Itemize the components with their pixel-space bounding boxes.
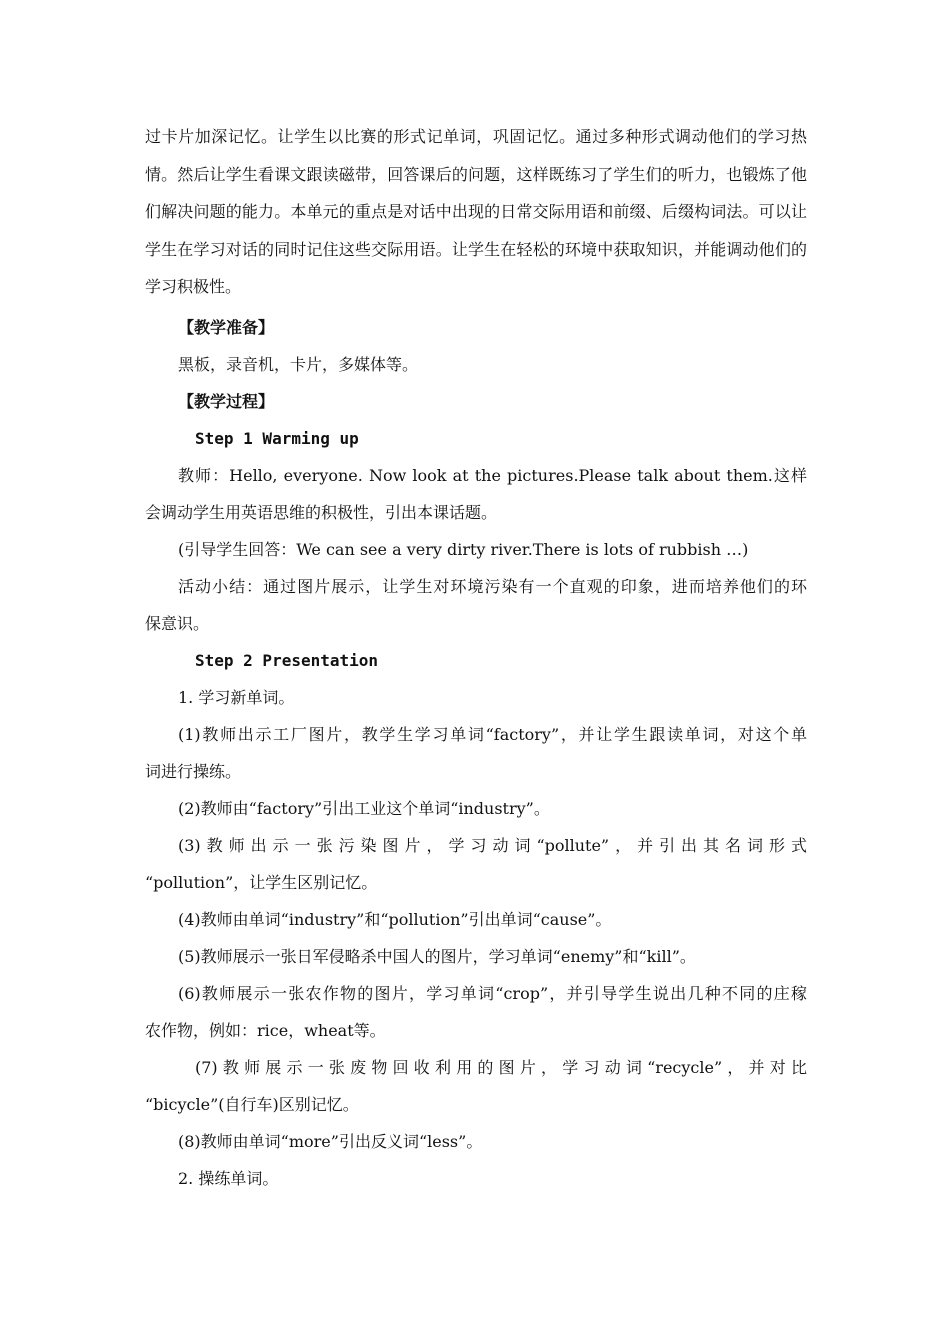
step2-s2: (2)教师由“factory”引出工业这个单词“industry”。: [178, 798, 550, 818]
step2-s7-line1: (7)教师展示一张废物回收利用的图片，学习动词“recycle”，并对比: [195, 1057, 807, 1077]
step1-teacher-line1: 教师：Hello, everyone. Now look at the pictures.Please talk about them.这样: [178, 465, 807, 485]
step2-item2: 2. 操练单词。: [178, 1168, 279, 1188]
process-heading: 【教学过程】: [178, 391, 275, 411]
step2-s6-line2: 农作物，例如：rice，wheat等。: [145, 1020, 386, 1040]
step1-summary-line1: 活动小结：通过图片展示，让学生对环境污染有一个直观的印象，进而培养他们的环: [178, 576, 807, 596]
step1-title: Step 1 Warming up: [195, 428, 359, 448]
step2-s6-line1: (6)教师展示一张农作物的图片，学习单词“crop”，并引导学生说出几种不同的庄稼: [178, 983, 807, 1003]
step2-s4: (4)教师由单词“industry”和“pollution”引出单词“cause”。: [178, 909, 612, 929]
step2-s1-line1: (1)教师出示工厂图片，教学生学习单词“factory”，并让学生跟读单词，对这个单: [178, 724, 807, 744]
step2-s3-line1: (3)教师出示一张污染图片，学习动词“pollute”，并引出其名词形式: [178, 835, 807, 855]
intro-paragraph: 过卡片加深记忆。让学生以比赛的形式记单词，巩固记忆。通过多种形式调动他们的学习热情。然后让学生看课文跟读磁带，回答课后的问题，这样既练习了学生们的听力，也锻炼了他们解决问题的能力。本单元的重点是对话中出现的日常交际用语和前缀、后缀构词法。可以让学生在学习对话的同时记住这些交际用语。让学生在轻松的环境中获取知识，并能调动他们的学习积极性。: [145, 127, 807, 296]
step2-s1-line2: 词进行操练。: [145, 761, 242, 781]
step2-s3-line2: “pollution”，让学生区别记忆。: [145, 872, 378, 892]
step2-s8: (8)教师由单词“more”引出反义词“less”。: [178, 1131, 483, 1151]
step2-s7-line2: “bicycle”(自行车)区别记忆。: [145, 1094, 359, 1114]
document-body: [145, 118, 807, 1197]
step1-guide: (引导学生回答：We can see a very dirty river.There is lots of rubbish …): [178, 539, 749, 559]
step2-title: Step 2 Presentation: [195, 650, 379, 670]
prep-heading: 【教学准备】: [178, 317, 275, 337]
prep-text: 黑板，录音机，卡片，多媒体等。: [178, 354, 419, 374]
step1-summary-line2: 保意识。: [145, 613, 210, 633]
step2-s5: (5)教师展示一张日军侵略杀中国人的图片，学习单词“enemy”和“kill”。: [178, 946, 696, 966]
step2-item1: 1. 学习新单词。: [178, 687, 295, 707]
step1-teacher-line2: 会调动学生用英语思维的积极性，引出本课话题。: [145, 502, 498, 522]
